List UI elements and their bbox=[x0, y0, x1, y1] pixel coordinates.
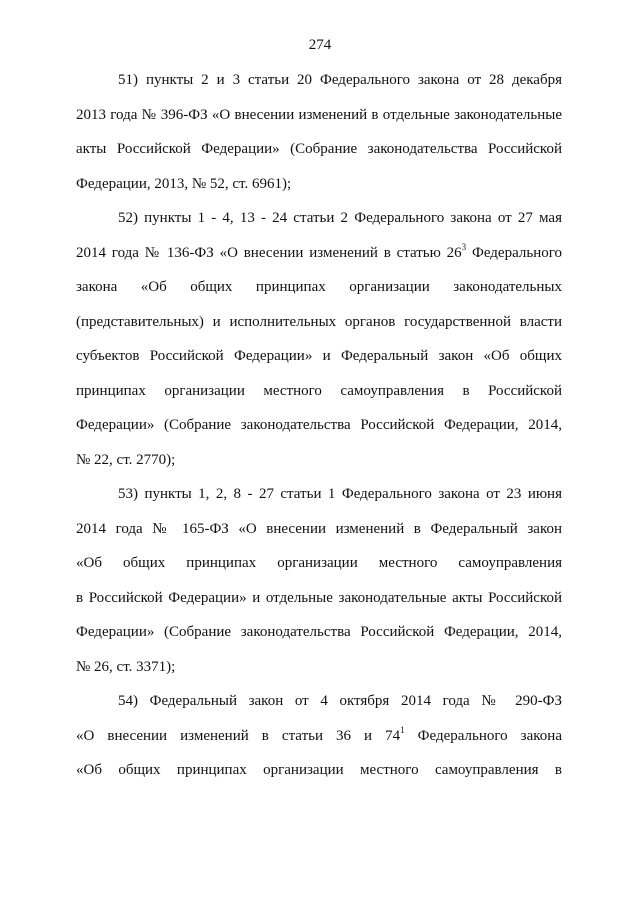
text-line: Федерации» (Собрание законодательства Российской Федерации, 2014, bbox=[76, 624, 562, 640]
text-line: Федерации, 2013, № 52, ст. 6961); bbox=[76, 175, 292, 192]
text-line: «Об общих принципах организации местного самоуправления bbox=[76, 555, 562, 571]
text-segment: 2014 года № 136-ФЗ «О внесении изменений в статью 26 bbox=[76, 244, 462, 261]
text-segment: Федерального bbox=[466, 244, 562, 261]
document-body bbox=[76, 63, 562, 788]
text-line: 51) пункты 2 и 3 статьи 20 Федерального закона от 28 декабря bbox=[118, 72, 562, 88]
text-line: «Об общих принципах организации местного самоуправления в bbox=[76, 762, 562, 778]
paragraph bbox=[76, 201, 562, 477]
text-line: принципах организации местного самоуправления в Российской bbox=[76, 382, 562, 399]
text-line: 53) пункты 1, 2, 8 - 27 статьи 1 Федерального закона от 23 июня bbox=[118, 486, 562, 502]
text-line: № 22, ст. 2770); bbox=[76, 451, 176, 468]
text-line bbox=[76, 719, 562, 754]
text-line: в Российской Федерации» и отдельные законодательные акты Российской bbox=[76, 589, 562, 606]
text-segment: «О внесении изменений в статьи 36 и 74 bbox=[76, 727, 401, 744]
superscript: 1 bbox=[400, 724, 405, 735]
text-line: (представительных) и исполнительных органов государственной власти bbox=[76, 313, 562, 330]
text-line: закона «Об общих принципах организации законодательных bbox=[76, 279, 562, 295]
text-line bbox=[76, 236, 562, 271]
text-line: № 26, ст. 3371); bbox=[76, 658, 176, 675]
paragraph bbox=[76, 477, 562, 684]
superscript: 3 bbox=[461, 241, 467, 252]
paragraph bbox=[76, 63, 562, 201]
text-line: 2013 года № 396-ФЗ «О внесении изменений в отдельные законодательные bbox=[76, 106, 562, 123]
text-line: 2014 года № 165-ФЗ «О внесении изменений в Федеральный закон bbox=[76, 520, 562, 537]
text-segment: Федерального закона bbox=[404, 727, 562, 744]
page-number: 274 bbox=[308, 37, 332, 53]
text-line: субъектов Российской Федерации» и Федеральный закон «Об общих bbox=[76, 348, 562, 364]
text-line: 54) Федеральный закон от 4 октября 2014 года № 290-ФЗ bbox=[118, 693, 562, 709]
paragraph bbox=[76, 684, 562, 788]
text-line: 52) пункты 1 - 4, 13 - 24 статьи 2 Федерального закона от 27 мая bbox=[118, 210, 562, 226]
text-line: Федерации» (Собрание законодательства Российской Федерации, 2014, bbox=[76, 417, 562, 433]
text-line: акты Российской Федерации» (Собрание законодательства Российской bbox=[76, 141, 562, 157]
